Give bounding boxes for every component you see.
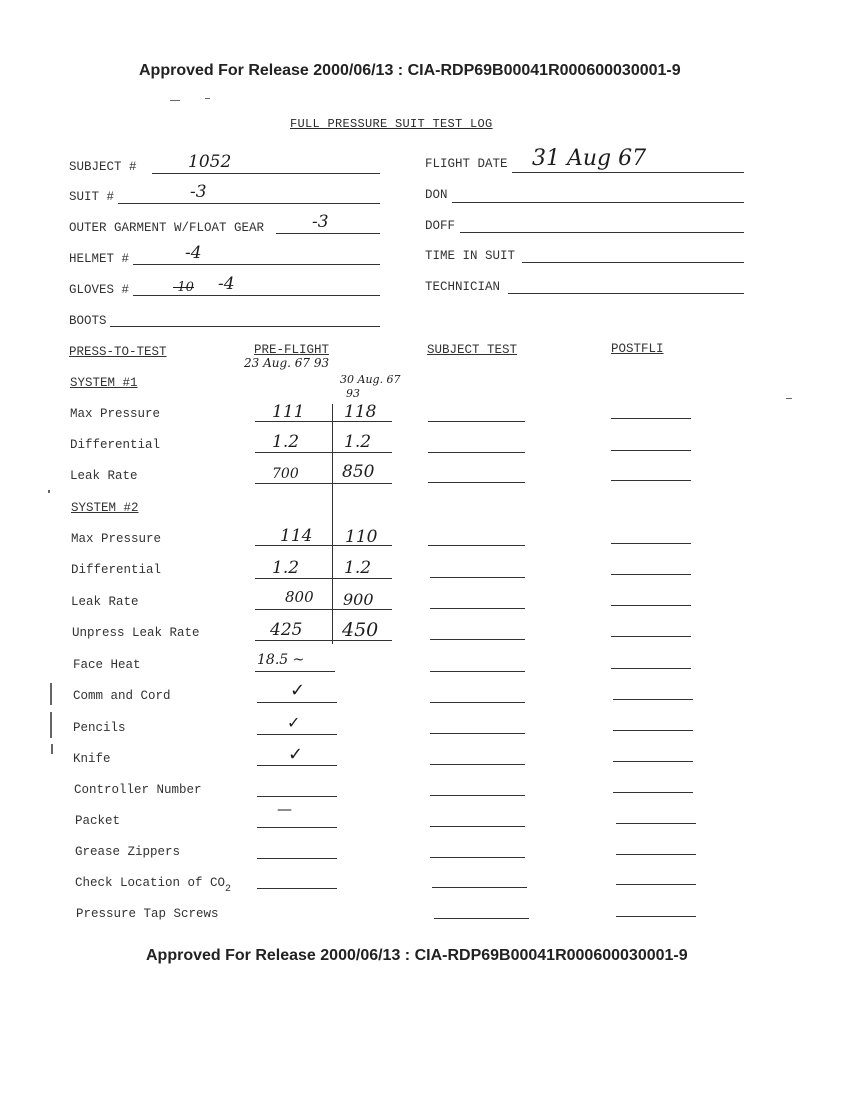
- pencils-check-icon: ✓: [287, 713, 301, 732]
- check-co2-text: Check Location of CO: [75, 876, 226, 890]
- s1-max-pressure-v1: 111: [272, 402, 305, 422]
- subject-label: SUBJECT #: [69, 160, 137, 174]
- technician-label: TECHNICIAN: [425, 280, 501, 294]
- s1-differential-label: Differential: [70, 438, 161, 452]
- s2-unpress-leak-rate-label: Unpress Leak Rate: [72, 626, 200, 640]
- s1-leak-rate-v1: 700: [272, 466, 299, 482]
- postflight-header: POSTFLI: [611, 342, 664, 356]
- helmet-value: -4: [185, 243, 202, 263]
- s2-differential-v1: 1.2: [272, 558, 300, 578]
- s1-max-pressure-v2: 118: [344, 402, 377, 422]
- s1-differential-v2: 1.2: [344, 432, 372, 452]
- form-title: FULL PRESSURE SUIT TEST LOG: [290, 117, 493, 131]
- system1-label: SYSTEM #1: [70, 376, 138, 390]
- s1-leak-rate-v2: 850: [342, 462, 375, 482]
- s2-leak-rate-label: Leak Rate: [71, 595, 139, 609]
- check-co2-subscript: 2: [225, 884, 232, 895]
- s2-leak-rate-v1: 800: [285, 588, 314, 606]
- s2-max-pressure-v1: 114: [280, 526, 313, 546]
- gloves-struck-value: -10: [173, 280, 194, 295]
- s2-max-pressure-label: Max Pressure: [71, 532, 162, 546]
- pencils-label: Pencils: [73, 721, 126, 735]
- pre-flight-header: PRE-FLIGHT: [254, 343, 330, 357]
- gloves-label: GLOVES #: [69, 283, 130, 297]
- s1-max-pressure-label: Max Pressure: [70, 407, 161, 421]
- don-label: DON: [425, 188, 448, 202]
- packet-label: Packet: [75, 814, 121, 828]
- flight-date-label: FLIGHT DATE: [425, 157, 508, 171]
- knife-label: Knife: [73, 752, 111, 766]
- preflight-note-2a: 30 Aug. 67: [340, 373, 401, 386]
- doff-label: DOFF: [425, 219, 456, 233]
- s1-leak-rate-label: Leak Rate: [70, 469, 138, 483]
- flight-date-value: 31 Aug 67: [532, 146, 647, 171]
- s2-differential-label: Differential: [71, 563, 162, 577]
- preflight-note-1: 23 Aug. 67 93: [244, 356, 330, 370]
- outer-garment-label: OUTER GARMENT W/FLOAT GEAR: [69, 221, 265, 235]
- knife-check-icon: ✓: [288, 744, 304, 765]
- suit-label: SUIT #: [69, 190, 115, 204]
- face-heat-value: 18.5 ~: [257, 652, 305, 668]
- system2-label: SYSTEM #2: [71, 501, 139, 515]
- helmet-label: HELMET #: [69, 252, 130, 266]
- header-banner: Approved For Release 2000/06/13 : CIA-RDP69B00041R000600030001-9: [139, 62, 681, 79]
- boots-label: BOOTS: [69, 314, 107, 328]
- s2-differential-v2: 1.2: [344, 558, 372, 578]
- check-co2-label: [75, 876, 232, 895]
- press-to-test-header: PRESS-TO-TEST: [69, 345, 167, 359]
- subject-value: 1052: [188, 152, 232, 172]
- packet-value: —: [277, 800, 292, 818]
- gloves-value: -4: [218, 274, 235, 294]
- comm-cord-label: Comm and Cord: [73, 689, 171, 703]
- s2-unpress-leak-rate-v2: 450: [342, 619, 379, 641]
- grease-zippers-label: Grease Zippers: [75, 845, 181, 859]
- face-heat-label: Face Heat: [73, 658, 141, 672]
- preflight-note-2b: 93: [346, 387, 360, 400]
- subject-test-header: SUBJECT TEST: [427, 343, 518, 357]
- s2-leak-rate-v2: 900: [343, 590, 374, 609]
- s2-max-pressure-v2: 110: [345, 527, 378, 547]
- suit-value: -3: [190, 182, 207, 202]
- s1-differential-v1: 1.2: [272, 432, 300, 452]
- comm-cord-check-icon: ✓: [290, 680, 306, 701]
- pressure-tap-screws-label: Pressure Tap Screws: [76, 907, 219, 921]
- controller-number-label: Controller Number: [74, 783, 202, 797]
- s2-unpress-leak-rate-v1: 425: [270, 620, 303, 640]
- footer-banner: Approved For Release 2000/06/13 : CIA-RDP69B00041R000600030001-9: [146, 947, 688, 964]
- outer-garment-value: -3: [312, 212, 329, 232]
- time-in-suit-label: TIME IN SUIT: [425, 249, 516, 263]
